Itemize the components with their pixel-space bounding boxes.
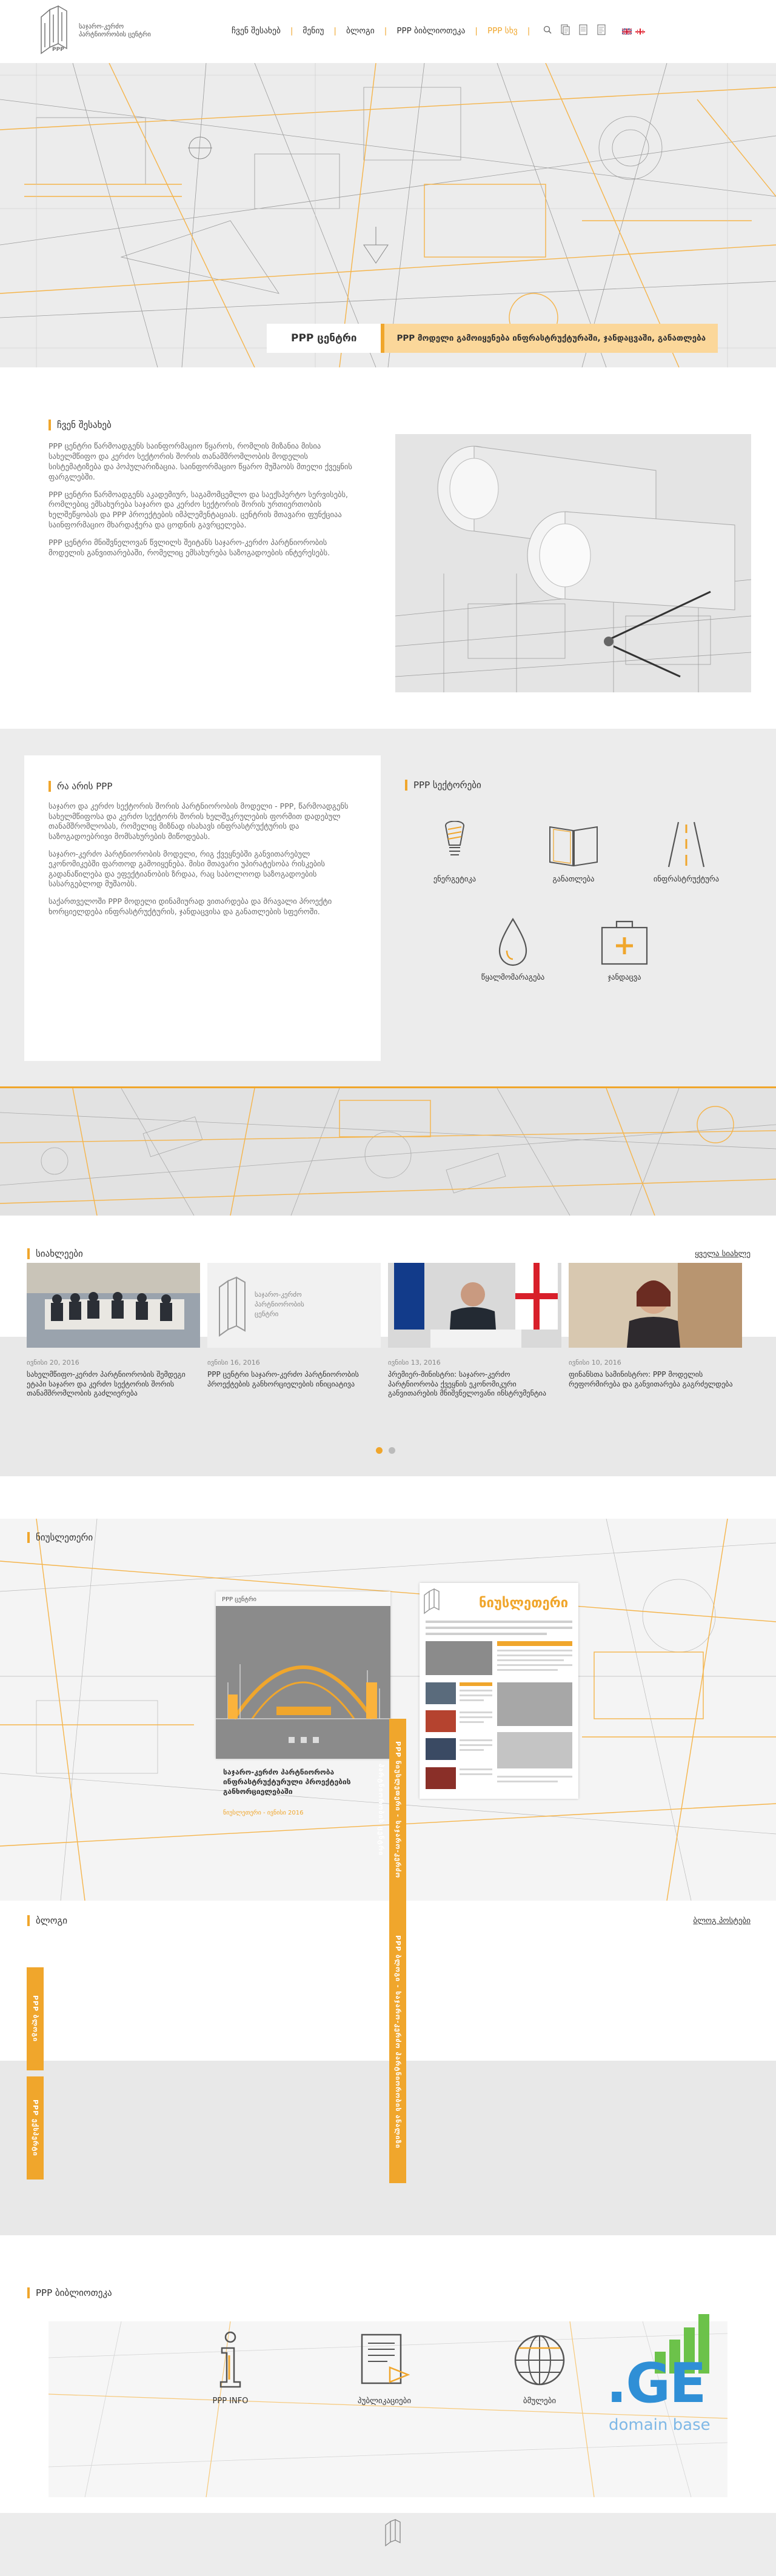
footer-logo-icon[interactable] (384, 2519, 404, 2547)
info-icon (212, 2331, 249, 2389)
newsletter-paper[interactable] (420, 1583, 578, 1799)
water-drop-icon (496, 917, 530, 966)
newsletter-section (0, 1519, 776, 1901)
library-title (27, 2287, 112, 2298)
sector-label: განათლება (552, 874, 595, 883)
nav-item-blog[interactable]: ბლოგი (346, 26, 375, 36)
newsletter-title (27, 1532, 93, 1543)
sector-label: ინფრასტრუქტურა (653, 874, 720, 883)
about-title-text: ჩვენ შესახებ (57, 420, 112, 430)
title-accent-bar (27, 1532, 30, 1543)
news-card[interactable] (388, 1263, 561, 1399)
news-date: ივნისი 13, 2016 (388, 1359, 441, 1367)
ge-flag-icon[interactable] (635, 28, 645, 35)
title-accent-bar (27, 2287, 30, 2298)
svg-text:პარტნიორობის: პარტნიორობის (255, 1300, 304, 1308)
sector-health[interactable] (582, 917, 667, 982)
library-item-label: PPP INFO (212, 2397, 249, 2406)
lightbulb-icon (440, 821, 470, 868)
site-header (0, 0, 776, 63)
hero-caption (267, 324, 718, 353)
hero-banner (0, 63, 776, 367)
news-date: ივნისი 20, 2016 (27, 1359, 79, 1367)
site-footer (0, 2513, 776, 2576)
blueprint-rolls-photo (395, 434, 751, 692)
logo-text: საჯარო-კერძო პარტნიორობის ცენტრი (79, 22, 151, 38)
sectors-title (405, 780, 481, 791)
road-icon (665, 821, 707, 868)
logo-mark-icon (38, 5, 73, 57)
blogs-section (0, 1901, 776, 2258)
title-accent-bar (27, 1248, 30, 1259)
news-section (0, 1216, 776, 1519)
pagination-dot[interactable] (389, 1447, 395, 1454)
newsletter-cover[interactable] (216, 1591, 390, 1759)
library-item-links[interactable] (491, 2331, 588, 2406)
language-switcher (622, 28, 645, 35)
blogs-title (27, 1915, 67, 1926)
nav-item-library[interactable]: PPP ბიბლიოთეკა (396, 26, 466, 36)
sector-infrastructure[interactable] (644, 821, 729, 883)
all-blogs-link[interactable]: ბლოგ პოსტები (693, 1916, 751, 1925)
svg-text:PPP: PPP (52, 47, 64, 53)
blog-vertical-tab[interactable]: PPP ექსპერტი (27, 2076, 44, 2180)
document-icon[interactable] (597, 24, 606, 38)
news-date: ივნისი 10, 2016 (569, 1359, 621, 1367)
news-card[interactable] (207, 1263, 381, 1389)
news-title-text: სიახლეები (36, 1248, 83, 1259)
sector-water[interactable] (470, 917, 555, 982)
ppp-section (0, 729, 776, 1086)
sector-label: ენერგეტიკა (433, 874, 477, 883)
news-headline: ფინანსთა სამინისტრო: PPP მოდელის რეფორმირება და განვითარება გაგრძელდება (569, 1370, 733, 1388)
search-icon[interactable] (543, 25, 552, 36)
what-is-ppp-title (48, 781, 112, 792)
news-photo-logo (207, 1263, 381, 1348)
hero-blueprint-illustration (0, 63, 776, 367)
globe-icon (510, 2331, 569, 2389)
title-accent-bar (27, 1915, 30, 1926)
library-panel (48, 2321, 728, 2497)
ppp-paragraph: საჯარო და კერძო სექტორის შორის პარტნიორობის მოდელი - PPP, წარმოადგენს სახელმწიფოსა და კერძო სექტორს შორის ხელშეკრულების ფორმით დადებულ თანამშრომლობას, რომელიც მიზნად ისახავს ინფრასტრუქტურის და საზოგადოებრივი მომსახურების მიწოდებას. (48, 801, 349, 841)
library-item-publications[interactable] (336, 2331, 433, 2406)
newsletter-book-title[interactable]: საჯარო-კერძო პარტნიორობა ინფრასტრუქტურული პროექტების განხორციელებაში (223, 1768, 351, 1796)
gb-flag-icon[interactable] (622, 28, 632, 35)
nav-separator: | (384, 26, 387, 36)
svg-text:ნიუსლეთერი: ნიუსლეთერი (479, 1596, 569, 1611)
news-photo-press (388, 1263, 561, 1348)
ppp-paragraph: საჯარო-კერძო პარტნიორობის მოდელი, რიგ ქვეყნებში განვითარებულ ეკონომიკებში ფართოდ გამოიყენება. მისი მთავარი უპირატესობა რისკების გადანაწილება და ეფექტიანობის ზრდაა, რაც საბოლოოდ საზოგადოების სასარგებლოდ მუშაობს. (48, 849, 326, 889)
main-nav (232, 24, 645, 38)
about-paragraph: PPP ცენტრი მნიშვნელოვან წვლილს შეიტანს საჯარო-კერძო პარტნიორობის მოდელის განვითარებაში, რომელიც ემსახურება საზოგადოების ინტერესებს. (48, 538, 330, 557)
nav-separator: | (527, 26, 530, 36)
nav-separator: | (290, 26, 293, 36)
library-item-label: პუბლიკაციები (357, 2397, 412, 2406)
blog-vertical-tab[interactable]: PPP ბლოგი (27, 1967, 44, 2070)
news-headline: PPP ცენტრი საჯარო-კერძო პარტნიორობის პროექტების განხორციელების ინიციატივა (207, 1370, 359, 1388)
sector-education[interactable] (531, 821, 616, 883)
newsletter-book-subtitle: ნიუსლეთერი - ივნისი 2016 (223, 1810, 304, 1816)
what-is-ppp-card (24, 755, 381, 1061)
sector-energy[interactable] (412, 821, 497, 883)
library-item-ppp-info[interactable] (182, 2331, 279, 2406)
sector-label: წყალმომარაგება (481, 972, 545, 982)
library-section (0, 2258, 776, 2513)
svg-text:საჯარო-კერძო: საჯარო-კერძო (255, 1291, 302, 1299)
hero-caption-primary: PPP ცენტრი (267, 324, 384, 353)
blogs-title-text: ბლოგი (36, 1915, 68, 1926)
nav-icons (543, 24, 606, 38)
news-pagination (376, 1447, 395, 1454)
about-title (48, 420, 112, 430)
sectors-title-text: PPP სექტორები (413, 780, 481, 791)
sector-label: ჯანდაცვა (607, 972, 641, 982)
nav-item-menu[interactable]: მენიუ (303, 26, 324, 36)
nav-item-ppp-other[interactable]: PPP სხვ (487, 26, 518, 36)
pagination-dot-active[interactable] (376, 1447, 383, 1454)
book-icon (546, 821, 601, 868)
news-card[interactable] (27, 1263, 200, 1399)
nav-separator: | (475, 26, 478, 36)
news-headline: სახელმწიფო-კერძო პარტნიორობის შემდეგი ეტაპი საჯარო და კერძო სექტორის შორის თანამშრომლობის გაძლიერება (27, 1370, 186, 1398)
news-date: ივნისი 16, 2016 (207, 1359, 260, 1367)
what-is-ppp-text (48, 801, 361, 924)
publication-icon (357, 2331, 412, 2389)
news-card[interactable] (569, 1263, 751, 1389)
medical-kit-icon (598, 917, 651, 966)
site-logo[interactable] (38, 5, 158, 57)
about-paragraph: PPP ცენტრი წარმოადგენს საინფორმაციო წყაროს, რომლის მიზანია მისია სახელმწიფო და კერძო სექტორის შორის თანამშრომლობის მოდელის სისტემატიზება და პოპულარიზაცია. საინფორმაციო წყარო მუშაობს მთელი ქვეყნის ფარგლებში. (48, 441, 352, 481)
nav-item-about[interactable]: ჩვენ შესახებ (232, 26, 281, 36)
about-paragraph: PPP ცენტრი წარმოადგენს აკადემიურ, საგამომცემლო და საექსპერტო სერვისებს, რომლებიც ემსახურება საჯარო და კერძო სექტორის შორის ურთიერთობის ხელშეწყობას და PPP პროექტების იმპლემენტაციას. ცენტრის მთავარი ფუნქციაა საინფორმაციო მხარდაჭერა და ცოდნის გავრცელება. (48, 489, 348, 530)
newsletter-vertical-tab[interactable]: PPP ნიუსლეთერი - საჯარო-კერძო პარტნიორობის ცენტრი (389, 1719, 406, 1901)
title-accent-bar (405, 780, 407, 791)
ppp-paragraph: საქართველოში PPP მოდელი დინამიურად ვითარდება და მრავალი პროექტი ხორციელდება ინფრასტრუქტურის, ჯანდაცვისა და განათლების სფეროში. (48, 897, 332, 916)
what-is-ppp-title-text: რა არის PPP (57, 781, 113, 792)
nav-separator: | (333, 26, 336, 36)
library-title-text: PPP ბიბლიოთეკა (36, 2287, 112, 2298)
all-news-link[interactable]: ყველა სიახლე (695, 1250, 751, 1259)
print-icon[interactable] (560, 24, 570, 38)
hero-caption-secondary: PPP მოდელი გამოიყენება ინფრასტრუქტურაში, ჯანდაცვაში, განათლება (384, 324, 718, 353)
title-accent-bar (48, 420, 51, 430)
about-section (0, 367, 776, 729)
svg-text:ცენტრი: ცენტრი (255, 1310, 279, 1318)
news-title (27, 1248, 83, 1259)
document-icon[interactable] (578, 24, 588, 38)
blogs-background-band (0, 2061, 776, 2235)
domain-ge-text: .GE (606, 2352, 706, 2415)
about-text (48, 441, 359, 566)
svg-text:PPP ცენტრი: PPP ცენტრი (222, 1596, 256, 1603)
newsletter-title-text: ნიუსლეთერი (36, 1532, 93, 1543)
library-item-label: ბმულები (523, 2397, 557, 2406)
domain-base-text: domain base (609, 2416, 711, 2434)
news-photo-meeting (27, 1263, 200, 1348)
news-photo-portrait (569, 1263, 742, 1348)
domain-base-watermark[interactable] (606, 2309, 728, 2437)
title-accent-bar (48, 781, 51, 792)
blog-vertical-tab[interactable]: PPP ბლოგი - საჯარო-კერძო პარტნიორობის ანალიზი (389, 1901, 406, 2183)
news-headline: პრემიერ-მინისტრი: საჯარო-კერძო პარტნიორობა ქვეყნის ეკონომიკური განვითარების მნიშვნელოვანი ინსტრუმენტია (388, 1370, 546, 1398)
blueprint-strip (0, 1088, 776, 1216)
